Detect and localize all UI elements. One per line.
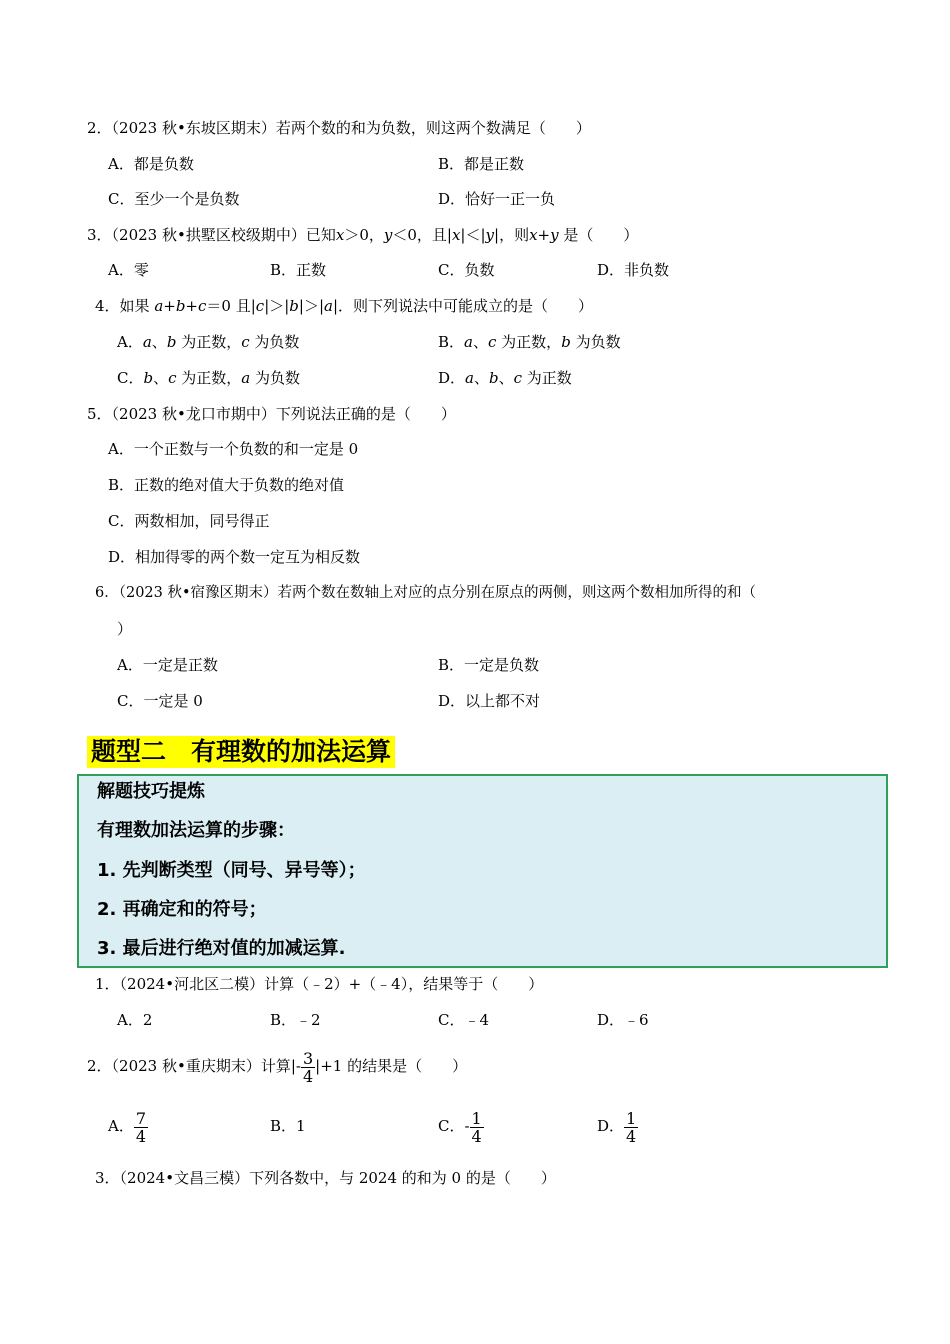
question-5-option-b: B．正数的绝对值大于负数的绝对值 — [108, 476, 345, 494]
fraction-7-4: $\frac{7}{4}$ — [135, 1108, 147, 1146]
question-2-option-a: A．都是负数 — [108, 155, 194, 173]
question-3-option-b: B．正数 — [270, 261, 327, 279]
tips-intro: 有理数加法运算的步骤： — [97, 820, 295, 841]
question-2-stem: 2．（2023 秋•东坡区期末）若两个数的和为负数，则这两个数满足（ ） — [87, 119, 591, 137]
question-4-option-b: B．a、c 为正数，b 为负数 — [438, 333, 621, 351]
question-2-option-c: C．至少一个是负数 — [108, 190, 240, 208]
question-2-option-d: D．恰好一正一负 — [438, 190, 556, 208]
question-6-option-d: D．以上都不对 — [438, 692, 541, 710]
practice-2-option-c: C．- $\frac{1}{4}$ — [438, 1108, 482, 1146]
fraction-1-4: $\frac{1}{4}$ — [626, 1108, 637, 1146]
question-3-option-c: C．负数 — [438, 261, 495, 279]
practice-1-option-b: B．﹣2 — [270, 1011, 321, 1029]
question-3-option-a: A．零 — [108, 261, 149, 279]
question-3-stem: 3．（2023 秋•拱墅区校级期中）已知x＞0，y＜0，且|x|＜|y|，则x+y 是（ ） — [87, 226, 639, 244]
practice-2-option-d: D． $\frac{1}{4}$ — [597, 1108, 637, 1146]
practice-3-stem: 3．（2024•文昌三模）下列各数中，与 2024 的和为 0 的是（ ） — [95, 1169, 556, 1187]
practice-1-stem: 1．（2024•河北区二模）计算（﹣2）+（﹣4），结果等于（ ） — [95, 975, 544, 993]
practice-1-option-a: A．2 — [117, 1011, 153, 1029]
question-5-option-d: D．相加得零的两个数一定互为相反数 — [108, 548, 361, 566]
question-5-option-a: A．一个正数与一个负数的和一定是 0 — [108, 440, 359, 458]
practice-1-option-d: D．﹣6 — [597, 1011, 649, 1029]
question-6-option-a: A．一定是正数 — [117, 656, 218, 674]
section-title: 题型二 有理数的加法运算 — [87, 736, 395, 768]
practice-2-option-a: A． $\frac{7}{4}$ — [108, 1108, 147, 1146]
practice-2-stem: 2．（2023 秋•重庆期末）计算|- $\frac{3}{4}$ |+1 的结果是（ ） — [87, 1048, 468, 1086]
question-4-option-a: A．a、b 为正数，c 为负数 — [117, 333, 300, 351]
question-6-option-b: B．一定是负数 — [438, 656, 540, 674]
question-6-option-c: C．一定是 0 — [117, 692, 203, 710]
tips-step-1: 1. 先判断类型（同号、异号等）； — [97, 860, 366, 881]
question-4-option-c: C．b、c 为正数，a 为负数 — [117, 369, 301, 387]
question-4-option-d: D．a、b、c 为正数 — [438, 369, 572, 387]
question-6-stem: 6．（2023 秋•宿豫区期末）若两个数在数轴上对应的点分别在原点的两侧，则这两个数相加所得的和（ — [95, 585, 757, 601]
tips-heading: 解题技巧提炼 — [97, 781, 205, 802]
tips-box — [77, 774, 888, 968]
fraction-1-4: $\frac{1}{4}$ — [471, 1108, 482, 1146]
fraction-3-4: $\frac{3}{4}$ — [302, 1048, 314, 1086]
question-2-option-b: B．都是正数 — [438, 155, 525, 173]
tips-step-3: 3. 最后进行绝对值的加减运算. — [97, 938, 346, 959]
question-3-option-d: D．非负数 — [597, 261, 670, 279]
practice-2-option-b: B．1 — [270, 1117, 306, 1135]
practice-1-option-c: C．﹣4 — [438, 1011, 490, 1029]
question-4-stem: 4．如果 a+b+c＝0 且|c|＞|b|＞|a|．则下列说法中可能成立的是（ ） — [95, 297, 594, 315]
question-5-option-c: C．两数相加，同号得正 — [108, 512, 270, 530]
question-5-stem: 5．（2023 秋•龙口市期中）下列说法正确的是（ ） — [87, 405, 456, 423]
tips-step-2: 2. 再确定和的符号； — [97, 899, 267, 920]
question-6-stem-continued: ） — [117, 620, 133, 638]
